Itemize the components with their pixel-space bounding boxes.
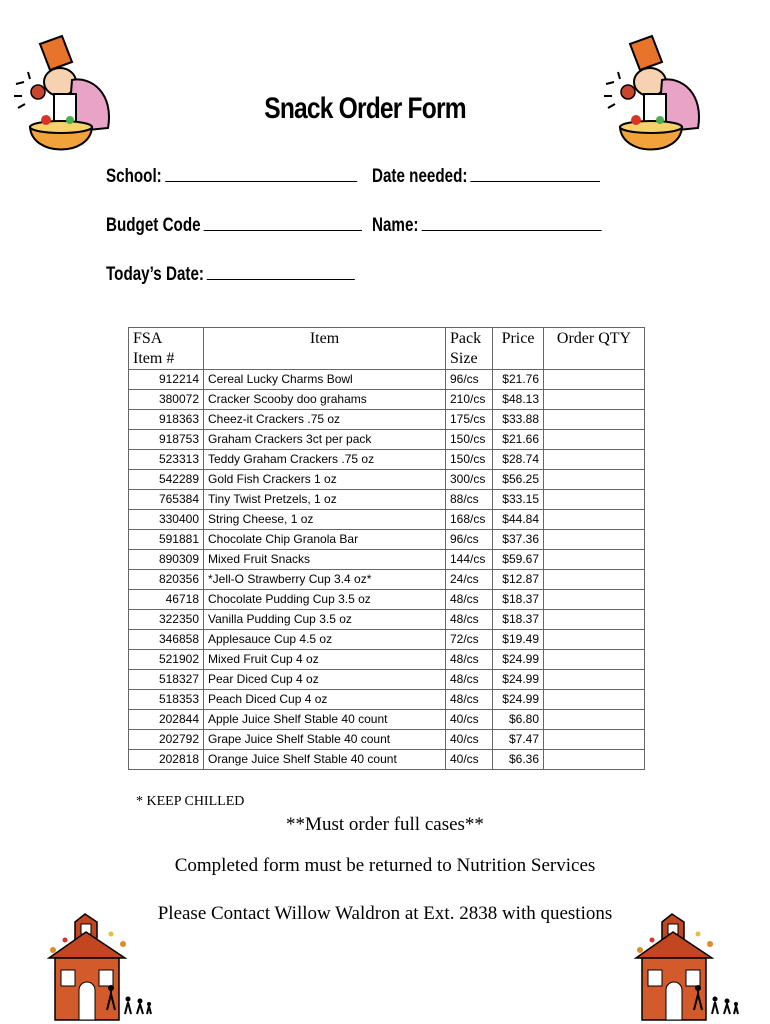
fsa-cell: 518327	[129, 670, 204, 690]
order-qty-cell[interactable]	[544, 610, 645, 630]
price-cell: $37.36	[493, 530, 544, 550]
price-cell: $12.87	[493, 570, 544, 590]
pack-size-cell: 168/cs	[446, 510, 493, 530]
table-row	[129, 750, 645, 770]
table-row	[129, 550, 645, 570]
order-qty-cell[interactable]	[544, 370, 645, 390]
date-needed-field[interactable]	[372, 166, 600, 188]
item-cell: Graham Crackers 3ct per pack	[204, 430, 446, 450]
item-cell: Teddy Graham Crackers .75 oz	[204, 450, 446, 470]
price-cell: $18.37	[493, 590, 544, 610]
pack-size-cell: 72/cs	[446, 630, 493, 650]
fsa-cell: 765384	[129, 490, 204, 510]
item-cell: Chocolate Pudding Cup 3.5 oz	[204, 590, 446, 610]
price-cell: $59.67	[493, 550, 544, 570]
pack-size-cell: 48/cs	[446, 590, 493, 610]
budget-code-label: Budget Code	[106, 215, 201, 236]
schoolhouse-clipart-right	[632, 910, 742, 1022]
pack-size-cell: 150/cs	[446, 450, 493, 470]
table-row	[129, 450, 645, 470]
fsa-cell: 912214	[129, 370, 204, 390]
pack-size-cell: 144/cs	[446, 550, 493, 570]
pack-size-cell: 24/cs	[446, 570, 493, 590]
table-row	[129, 410, 645, 430]
fsa-cell: 591881	[129, 530, 204, 550]
table-row	[129, 650, 645, 670]
fsa-cell: 542289	[129, 470, 204, 490]
snack-order-table	[128, 327, 645, 770]
order-qty-cell[interactable]	[544, 590, 645, 610]
fsa-cell: 518353	[129, 690, 204, 710]
order-qty-cell[interactable]	[544, 490, 645, 510]
order-qty-cell[interactable]	[544, 430, 645, 450]
table-row	[129, 390, 645, 410]
order-qty-cell[interactable]	[544, 690, 645, 710]
price-cell: $33.88	[493, 410, 544, 430]
item-cell: Peach Diced Cup 4 oz	[204, 690, 446, 710]
name-field[interactable]	[372, 215, 602, 237]
price-cell: $21.76	[493, 370, 544, 390]
price-cell: $6.36	[493, 750, 544, 770]
pack-size-cell: 40/cs	[446, 710, 493, 730]
budget-code-line[interactable]	[204, 216, 362, 231]
fsa-cell: 330400	[129, 510, 204, 530]
fsa-cell: 202844	[129, 710, 204, 730]
price-cell: $6.80	[493, 710, 544, 730]
order-qty-cell[interactable]	[544, 530, 645, 550]
order-qty-cell[interactable]	[544, 730, 645, 750]
price-cell: $24.99	[493, 690, 544, 710]
table-row	[129, 370, 645, 390]
name-label: Name:	[372, 215, 419, 236]
price-cell: $28.74	[493, 450, 544, 470]
fsa-cell: 523313	[129, 450, 204, 470]
budget-code-field[interactable]	[106, 215, 362, 237]
return-instructions: Completed form must be returned to Nutrition Services	[174, 855, 596, 876]
name-line[interactable]	[422, 216, 602, 231]
table-row	[129, 670, 645, 690]
fsa-cell: 380072	[129, 390, 204, 410]
date-needed-line[interactable]	[471, 167, 601, 182]
order-qty-cell[interactable]	[544, 390, 645, 410]
order-qty-cell[interactable]	[544, 550, 645, 570]
item-cell: Vanilla Pudding Cup 3.5 oz	[204, 610, 446, 630]
todays-date-field[interactable]	[106, 264, 355, 286]
pack-size-cell: 48/cs	[446, 650, 493, 670]
table-row	[129, 510, 645, 530]
pack-size-cell: 48/cs	[446, 610, 493, 630]
todays-date-label: Today’s Date:	[106, 264, 204, 285]
schoolhouse-clipart-left	[45, 910, 155, 1022]
price-cell: $19.49	[493, 630, 544, 650]
fsa-cell: 202792	[129, 730, 204, 750]
price-cell: $33.15	[493, 490, 544, 510]
item-cell: *Jell-O Strawberry Cup 3.4 oz*	[204, 570, 446, 590]
fsa-cell: 918363	[129, 410, 204, 430]
item-cell: Apple Juice Shelf Stable 40 count	[204, 710, 446, 730]
table-row	[129, 610, 645, 630]
order-qty-cell[interactable]	[544, 450, 645, 470]
fsa-cell: 46718	[129, 590, 204, 610]
item-cell: Cereal Lucky Charms Bowl	[204, 370, 446, 390]
item-cell: String Cheese, 1 oz	[204, 510, 446, 530]
pack-size-cell: 300/cs	[446, 470, 493, 490]
table-row	[129, 590, 645, 610]
item-cell: Cracker Scooby doo grahams	[204, 390, 446, 410]
fsa-cell: 202818	[129, 750, 204, 770]
price-cell: $18.37	[493, 610, 544, 630]
header-fsa: FSA Item #	[129, 328, 204, 370]
school-label: School:	[106, 166, 162, 187]
table-row	[129, 570, 645, 590]
item-cell: Grape Juice Shelf Stable 40 count	[204, 730, 446, 750]
item-cell: Pear Diced Cup 4 oz	[204, 670, 446, 690]
price-cell: $24.99	[493, 650, 544, 670]
table-row	[129, 530, 645, 550]
order-qty-cell[interactable]	[544, 570, 645, 590]
pack-size-cell: 96/cs	[446, 530, 493, 550]
header-pack: Pack Size	[446, 328, 493, 370]
item-cell: Mixed Fruit Cup 4 oz	[204, 650, 446, 670]
fsa-cell: 322350	[129, 610, 204, 630]
table-row	[129, 470, 645, 490]
order-qty-cell[interactable]	[544, 630, 645, 650]
item-cell: Mixed Fruit Snacks	[204, 550, 446, 570]
keep-chilled-note: * KEEP CHILLED	[136, 794, 245, 809]
fsa-cell: 918753	[129, 430, 204, 450]
header-order-qty: Order QTY	[544, 328, 645, 370]
fsa-cell: 346858	[129, 630, 204, 650]
order-qty-cell[interactable]	[544, 410, 645, 430]
order-qty-cell[interactable]	[544, 750, 645, 770]
order-qty-cell[interactable]	[544, 470, 645, 490]
pack-size-cell: 96/cs	[446, 370, 493, 390]
price-cell: $21.66	[493, 430, 544, 450]
item-cell: Orange Juice Shelf Stable 40 count	[204, 750, 446, 770]
fsa-cell: 890309	[129, 550, 204, 570]
order-qty-cell[interactable]	[544, 650, 645, 670]
item-cell: Applesauce Cup 4.5 oz	[204, 630, 446, 650]
header-price: Price	[493, 328, 544, 370]
table-row	[129, 430, 645, 450]
pack-size-cell: 150/cs	[446, 430, 493, 450]
pack-size-cell: 48/cs	[446, 670, 493, 690]
fsa-cell: 820356	[129, 570, 204, 590]
table-row	[129, 630, 645, 650]
table-row	[129, 730, 645, 750]
todays-date-line[interactable]	[207, 265, 355, 280]
item-cell: Tiny Twist Pretzels, 1 oz	[204, 490, 446, 510]
date-needed-label: Date needed:	[372, 166, 468, 187]
header-item: Item	[204, 328, 446, 370]
table-row	[129, 490, 645, 510]
page-title: Snack Order Form	[264, 92, 466, 125]
pack-size-cell: 175/cs	[446, 410, 493, 430]
order-qty-cell[interactable]	[544, 510, 645, 530]
table-row	[129, 710, 645, 730]
pack-size-cell: 40/cs	[446, 730, 493, 750]
contact-info: Please Contact Willow Waldron at Ext. 2838 with questions	[157, 903, 613, 924]
fsa-cell: 521902	[129, 650, 204, 670]
item-cell: Gold Fish Crackers 1 oz	[204, 470, 446, 490]
price-cell: $44.84	[493, 510, 544, 530]
item-cell: Cheez-it Crackers .75 oz	[204, 410, 446, 430]
price-cell: $7.47	[493, 730, 544, 750]
table-row	[129, 690, 645, 710]
pack-size-cell: 88/cs	[446, 490, 493, 510]
pack-size-cell: 48/cs	[446, 690, 493, 710]
order-qty-cell[interactable]	[544, 670, 645, 690]
school-field[interactable]	[106, 166, 357, 188]
price-cell: $56.25	[493, 470, 544, 490]
full-cases-note: **Must order full cases**	[286, 814, 484, 835]
order-qty-cell[interactable]	[544, 710, 645, 730]
table-header-row	[129, 328, 645, 370]
item-cell: Chocolate Chip Granola Bar	[204, 530, 446, 550]
price-cell: $24.99	[493, 670, 544, 690]
price-cell: $48.13	[493, 390, 544, 410]
pack-size-cell: 40/cs	[446, 750, 493, 770]
school-line[interactable]	[165, 167, 357, 182]
pack-size-cell: 210/cs	[446, 390, 493, 410]
